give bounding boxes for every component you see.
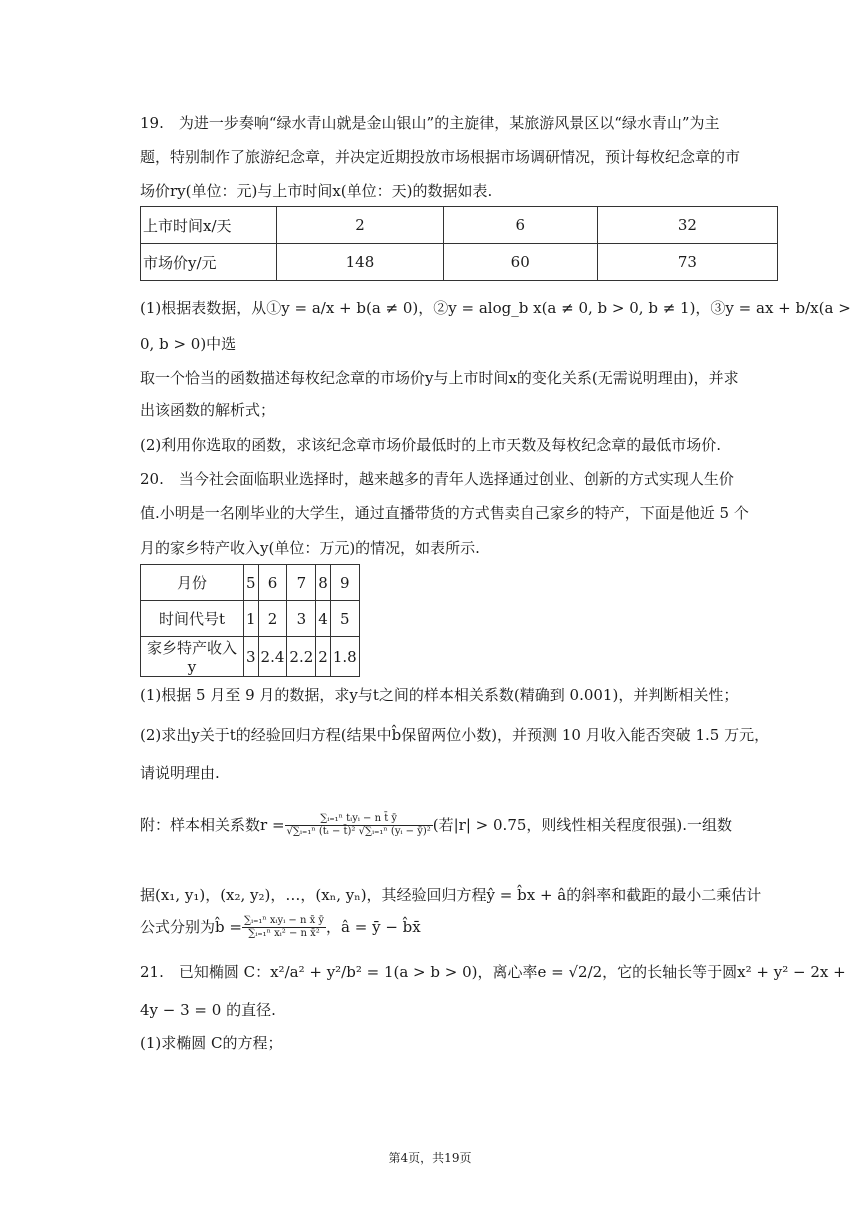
table-cell: 8 xyxy=(316,565,331,601)
table-row xyxy=(141,565,360,601)
table-cell: 4 xyxy=(316,601,331,637)
table-cell: 32 xyxy=(597,207,777,244)
q19-line2: 题，特别制作了旅游纪念章，并决定近期投放市场根据市场调研情况，预计每枚纪念章的市 xyxy=(140,148,741,166)
table-row xyxy=(141,637,360,677)
q20-line1: 20. 当今社会面临职业选择时，越来越多的青年人选择通过创业、创新的方式实现人生价 xyxy=(140,470,734,488)
q20-table xyxy=(140,564,360,677)
correlation-formula xyxy=(285,813,433,838)
q20-appendix-line2: 据(x₁, y₁)，(x₂, y₂)，…，(xₙ, yₙ)，其经验回归方程ŷ = b̂x + â的斜率和截距的最小二乘估计 xyxy=(140,886,762,904)
table-cell: 2 xyxy=(316,637,331,677)
formula-denominator: ∑ᵢ₌₁ⁿ xᵢ² − n x̄² xyxy=(248,927,320,939)
formula-denominator: √∑ᵢ₌₁ⁿ (tᵢ − t̄)² √∑ᵢ₌₁ⁿ (yᵢ − ȳ)² xyxy=(286,825,431,837)
table-cell: 5 xyxy=(244,565,259,601)
table-cell: 月份 xyxy=(141,565,244,601)
q20-part2-line1: (2)求出y关于t的经验回归方程(结果中b̂保留两位小数)，并预测 10 月收入能否突破 1.5 万元， xyxy=(140,726,770,744)
appendix-intercept-formula: ，â = ȳ − b̂x̄ xyxy=(326,918,421,936)
page-footer: 第4页，共19页 xyxy=(388,1151,472,1165)
q19-part1-line1: (1)根据表数据，从①y = a/x + b(a ≠ 0)，②y = alog_b x(a ≠ 0, b > 0, b ≠ 1)，③y = ax + b/x(a > xyxy=(140,299,851,317)
table-cell: 2 xyxy=(277,207,443,244)
table-cell: 7 xyxy=(287,565,316,601)
q20-part1: (1)根据 5 月至 9 月的数据，求y与t之间的样本相关系数(精确到 0.001)，并判断相关性； xyxy=(140,686,739,704)
q19-line1: 19. 为进一步奏响“绿水青山就是金山银山”的主旋律，某旅游风景区以“绿水青山”为主 xyxy=(140,114,720,132)
q19-part2: (2)利用你选取的函数，求该纪念章市场价最低时的上市天数及每枚纪念章的最低市场价. xyxy=(140,436,722,454)
slope-formula xyxy=(242,915,326,940)
q21-line1: 21. 已知椭圆 C：x²/a² + y²/b² = 1(a > b > 0)，离心率e = √2/2，它的长轴长等于圆x² + y² − 2x + xyxy=(140,963,846,981)
appendix-correlation-label: 附：样本相关系数r = xyxy=(140,816,285,834)
table-cell: 3 xyxy=(287,601,316,637)
q19-part1-line3: 取一个恰当的函数描述每枚纪念章的市场价y与上市时间x的变化关系(无需说明理由)，并求 xyxy=(140,369,739,387)
table-cell: 家乡特产收入y xyxy=(141,637,244,677)
q19-part1-line2: 0, b > 0)中选 xyxy=(140,335,237,353)
q20-appendix-line3 xyxy=(140,912,780,942)
table-cell: 3 xyxy=(244,637,259,677)
table-cell: 148 xyxy=(277,244,443,281)
table-cell: 73 xyxy=(597,244,777,281)
table-row xyxy=(141,601,360,637)
q20-part2-line2: 请说明理由. xyxy=(140,764,220,782)
q20-line3: 月的家乡特产收入y(单位：万元)的情况，如表所示. xyxy=(140,539,480,557)
table-cell: 5 xyxy=(330,601,359,637)
table-cell: 9 xyxy=(330,565,359,601)
table-cell: 时间代号t xyxy=(141,601,244,637)
q20-appendix-line1 xyxy=(140,808,780,842)
table-cell: 1.8 xyxy=(330,637,359,677)
formula-numerator: ∑ᵢ₌₁ⁿ xᵢyᵢ − n x̄ ȳ xyxy=(243,914,325,926)
q21-part1: (1)求椭圆 C的方程； xyxy=(140,1034,283,1052)
table-cell: 60 xyxy=(443,244,597,281)
formula-numerator: ∑ᵢ₌₁ⁿ tᵢyᵢ − n t̄ ȳ xyxy=(285,813,433,826)
appendix-correlation-note: (若|r| > 0.75，则线性相关程度很强).一组数 xyxy=(432,816,733,834)
table-cell: 上市时间x/天 xyxy=(141,207,277,244)
table-cell: 1 xyxy=(244,601,259,637)
table-cell: 市场价y/元 xyxy=(141,244,277,281)
table-cell: 6 xyxy=(443,207,597,244)
q19-table xyxy=(140,206,778,281)
q19-part1-line4: 出该函数的解析式； xyxy=(140,401,276,419)
table-cell: 6 xyxy=(258,565,287,601)
q21-line2: 4y − 3 = 0 的直径. xyxy=(140,1001,276,1019)
table-cell: 2.4 xyxy=(258,637,287,677)
table-row xyxy=(141,244,778,281)
q19-line3: 场价ry(单位：元)与上市时间x(单位：天)的数据如表. xyxy=(140,182,493,200)
table-cell: 2.2 xyxy=(287,637,316,677)
table-cell: 2 xyxy=(258,601,287,637)
appendix-slope-label: 公式分别为b̂ = xyxy=(140,918,242,936)
table-row xyxy=(141,207,778,244)
q20-line2: 值.小明是一名刚毕业的大学生，通过直播带货的方式售卖自己家乡的特产，下面是他近 5 个 xyxy=(140,504,749,522)
